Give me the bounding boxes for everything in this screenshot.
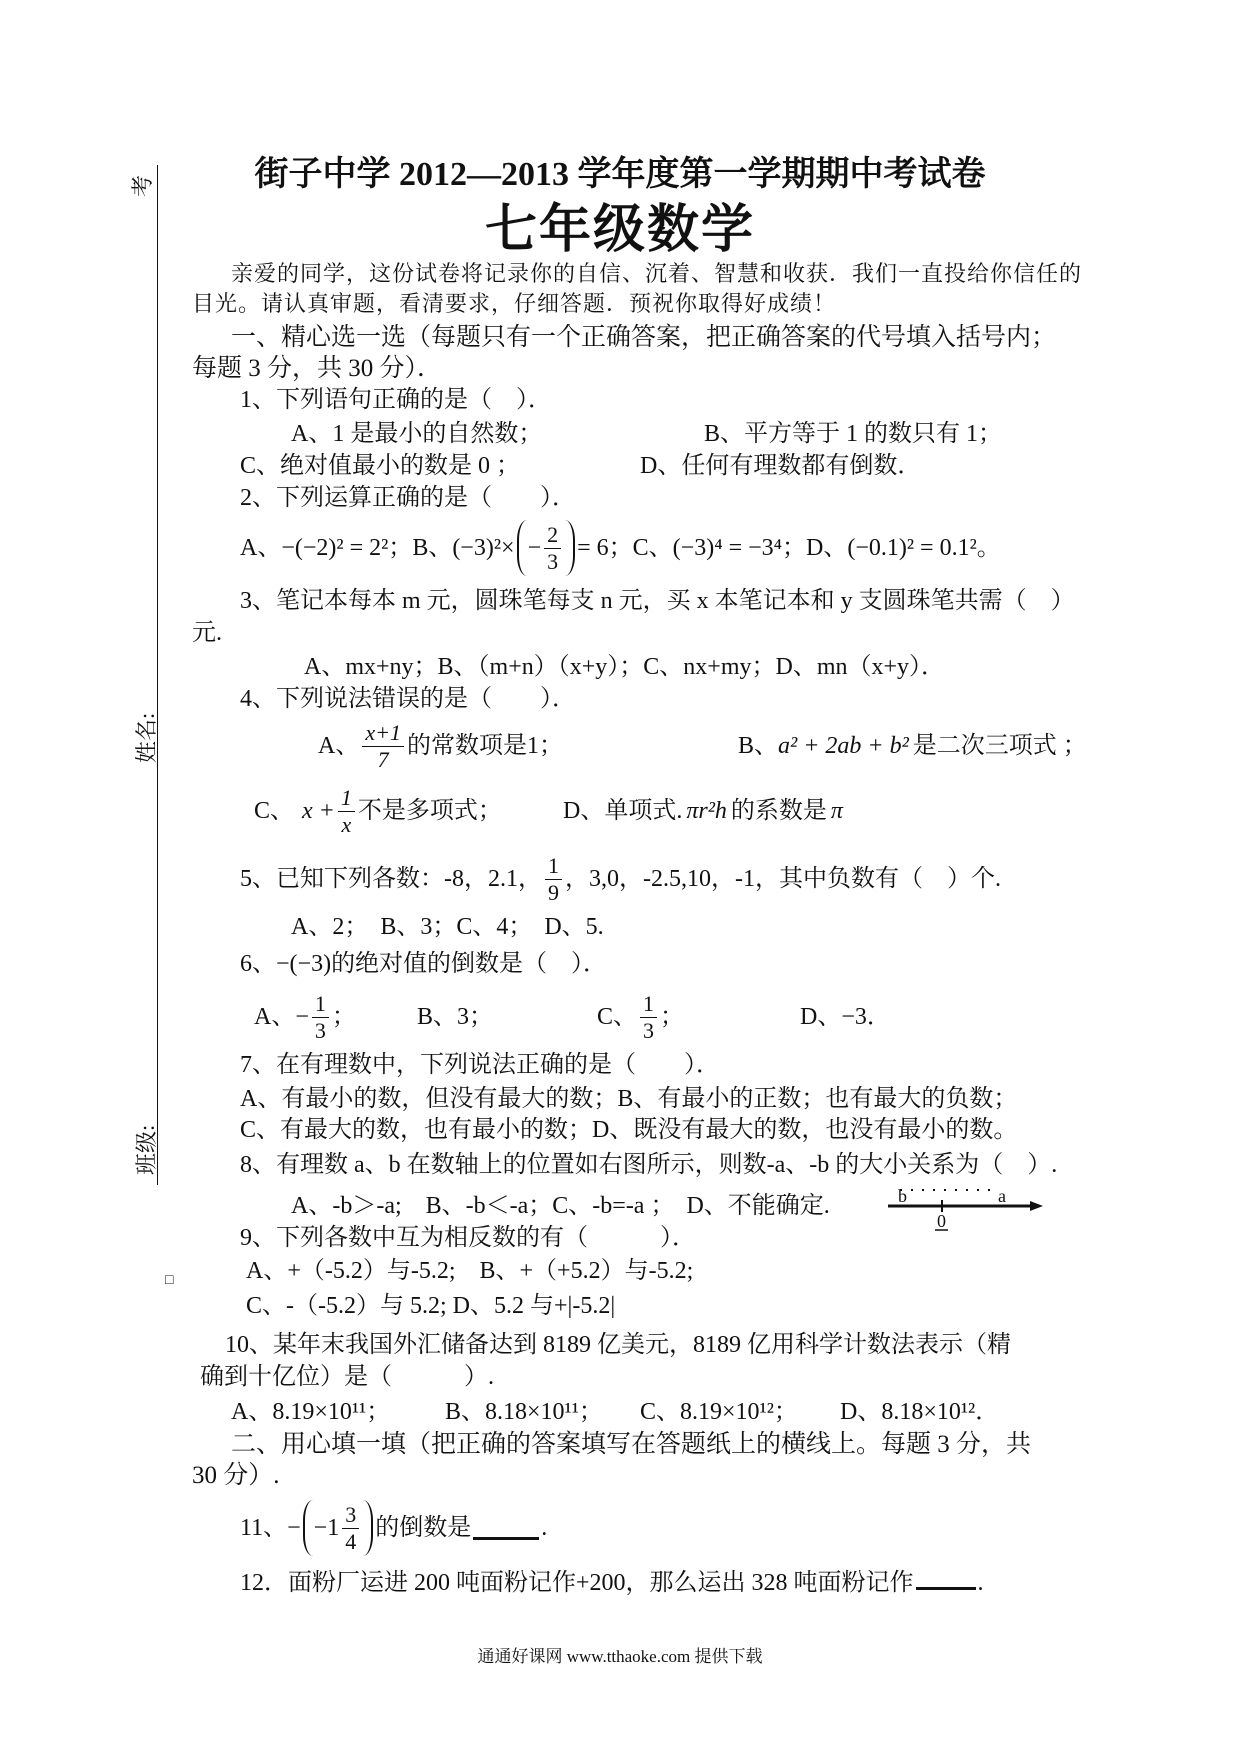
q9-options-ab: A、+（-5.2）与-5.2; B、+（+5.2）与-5.2; bbox=[246, 1258, 694, 1284]
q1-option-d: D、任何有理数都有倒数． bbox=[640, 453, 922, 479]
option-label: A、 bbox=[254, 1004, 296, 1030]
q6-option-c bbox=[597, 987, 684, 1047]
mixed-number-whole: −1 bbox=[313, 1515, 340, 1541]
q8-options: A、-b＞-a; B、-b＜-a；C、-b=-a ； D、不能确定. bbox=[291, 1193, 830, 1219]
q6-stem-prefix: 6、 bbox=[240, 951, 276, 977]
q3-options: A、mx+ny；B、（m+n）（x+y）；C、nx+my；D、mn（x+y）． bbox=[304, 654, 946, 680]
section1-heading-line-1: 一、精心选一选（每题只有一个正确答案，把正确答案的代号填入括号内； bbox=[231, 324, 1057, 351]
intro-line-1: 亲爱的同学，这份试卷将记录你的自信、沉着、智慧和收获．我们一直投给你信任的 bbox=[231, 261, 1083, 286]
footer-source: 通通好课网 www.tthaoke.com 提供下载 bbox=[477, 1647, 763, 1666]
minus-sign: − bbox=[295, 1004, 309, 1030]
option-text: B、3； bbox=[417, 1004, 494, 1030]
q2-option-a: A、−(−2)² = 2²； bbox=[240, 535, 413, 561]
option-text: 的系数是 bbox=[730, 798, 827, 824]
q10-option-d: D、8.18×10¹²． bbox=[840, 1399, 1000, 1425]
fraction-numerator: 2 bbox=[544, 522, 561, 549]
fraction bbox=[545, 853, 562, 906]
number-line-arrow bbox=[1030, 1201, 1043, 1211]
q7-options-cd: C、有最大的数，也有最小的数；D、既没有最大的数，也没有最小的数。 bbox=[240, 1117, 1018, 1143]
fraction-numerator: 1 bbox=[545, 853, 562, 880]
q6-option-a bbox=[254, 987, 356, 1047]
q4-option-a bbox=[318, 716, 563, 776]
fraction-denominator: 3 bbox=[314, 1017, 326, 1043]
q2-options bbox=[240, 518, 1001, 578]
q10-option-b: B、8.18×10¹¹； bbox=[445, 1399, 603, 1425]
big-right-paren bbox=[565, 520, 575, 576]
q2-option-b-prefix: B、(−3)²× bbox=[412, 535, 515, 561]
fraction-numerator: 3 bbox=[342, 1502, 359, 1529]
exam-number-label: 考 bbox=[130, 175, 155, 198]
number-line-figure bbox=[880, 1172, 1045, 1232]
q5-stem bbox=[240, 849, 1001, 909]
q6-stem bbox=[240, 949, 607, 979]
q7-stem: 7、在有理数中，下列说法正确的是（ ）． bbox=[240, 1052, 720, 1078]
fraction-numerator: 1 bbox=[338, 785, 355, 812]
q10-stem-line-2: 确到十亿位）是（ ）. bbox=[200, 1364, 494, 1390]
answer-blank bbox=[473, 1517, 539, 1540]
option-text: 不是多项式； bbox=[357, 798, 502, 824]
option-label: D、单项式. bbox=[563, 798, 683, 824]
q1-option-a: A、1 是最小的自然数； bbox=[291, 421, 543, 447]
q11-suffix: 的倒数是 bbox=[375, 1515, 472, 1541]
q12-stem bbox=[240, 1568, 984, 1598]
fraction bbox=[544, 522, 561, 575]
box-mark: □ bbox=[165, 1273, 174, 1288]
q9-stem: 9、下列各数中互为相反数的有（ ）． bbox=[240, 1225, 696, 1251]
fraction bbox=[640, 991, 657, 1044]
q10-option-c: C、8.19×10¹²； bbox=[640, 1399, 798, 1425]
q4-option-c bbox=[254, 781, 502, 841]
q6-option-d bbox=[800, 987, 891, 1047]
q10-option-a: A、8.19×10¹¹； bbox=[231, 1399, 391, 1425]
q7-options-ab: A、有最小的数，但没有最大的数；B、有最小的正数；也有最大的负数； bbox=[240, 1086, 1018, 1112]
q1-option-c: C、绝对值最小的数是 0 ； bbox=[240, 453, 521, 479]
section1-heading-line-2: 每题 3 分，共 30 分）． bbox=[192, 355, 443, 382]
math-expression: πr²h bbox=[686, 798, 727, 824]
q11-end: . bbox=[541, 1515, 548, 1541]
option-text: D、−3． bbox=[800, 1004, 891, 1030]
class-label: 班级: bbox=[134, 1124, 159, 1176]
answer-blank bbox=[916, 1569, 976, 1590]
q12-text: 12．面粉厂运进 200 吨面粉记作+200，那么运出 328 吨面粉记作 bbox=[240, 1570, 914, 1596]
section2-heading-line-2: 30 分）. bbox=[192, 1462, 280, 1489]
q12-end: . bbox=[977, 1570, 984, 1596]
intro-line-2: 目光。请认真审题，看清要求，仔细答题．预祝你取得好成绩！ bbox=[192, 291, 837, 316]
q2-option-b-suffix: = 6； bbox=[577, 535, 633, 561]
q10-stem-line-1: 10、某年末我国外汇储备达到 8189 亿美元，8189 亿用科学计数法表示（精 bbox=[225, 1332, 1011, 1358]
big-left-paren bbox=[517, 520, 527, 576]
option-text: ； bbox=[331, 1004, 356, 1030]
q2-option-c: C、(−3)⁴ = −3⁴； bbox=[632, 535, 807, 561]
q11-stem bbox=[240, 1498, 547, 1558]
big-right-paren bbox=[363, 1500, 373, 1556]
fraction-numerator: x+1 bbox=[362, 720, 404, 747]
binding-margin-line bbox=[157, 165, 158, 1185]
q2-option-d: D、(−0.1)² = 0.1²。 bbox=[806, 535, 1001, 561]
math-expression: a² + 2ab + b² bbox=[778, 733, 909, 759]
point-b-label: b bbox=[898, 1186, 907, 1206]
q4-stem: 4、下列说法错误的是（ ）． bbox=[240, 686, 576, 712]
fraction-denominator: 4 bbox=[345, 1528, 357, 1554]
q11-prefix: 11、− bbox=[240, 1515, 301, 1541]
fraction-numerator: 1 bbox=[640, 991, 657, 1018]
fraction-denominator: 9 bbox=[548, 879, 559, 905]
q6-stem-suffix: 的绝对值的倒数是（ ）． bbox=[331, 951, 608, 977]
q6-option-b bbox=[417, 987, 493, 1047]
point-a-label: a bbox=[998, 1186, 1006, 1206]
q1-stem: 1、下列语句正确的是（ ）． bbox=[240, 387, 552, 413]
math-symbol: π bbox=[830, 798, 843, 824]
fraction-denominator: 3 bbox=[547, 548, 559, 574]
option-text: 的常数项是1； bbox=[406, 733, 563, 759]
fraction bbox=[312, 991, 329, 1044]
big-left-paren bbox=[303, 1500, 313, 1556]
q4-option-d bbox=[563, 781, 843, 841]
q3-stem: 3、笔记本每本 m 元，圆珠笔每支 n 元，买 x 本笔记本和 y 支圆珠笔共需（ ） bbox=[240, 588, 1075, 614]
option-text: ； bbox=[660, 1004, 685, 1030]
school-exam-title: 街子中学 2012—2013 学年度第一学期期中考试卷 bbox=[254, 156, 986, 193]
option-text: 是二次三项式 ； bbox=[912, 733, 1087, 759]
fraction-denominator: 3 bbox=[643, 1017, 655, 1043]
q5-stem-suffix: ，3,0，-2.5,10，-1，其中负数有（ ）个. bbox=[565, 866, 1001, 892]
fraction-denominator: x bbox=[341, 811, 352, 837]
q8-stem: 8、有理数 a、b 在数轴上的位置如右图所示，则数-a、-b 的大小关系为（ ）. bbox=[240, 1152, 1058, 1178]
option-label: C、 bbox=[597, 1004, 638, 1030]
q3-stem-continued: 元. bbox=[192, 620, 222, 646]
q2-stem: 2、下列运算正确的是（ ）． bbox=[240, 485, 576, 511]
option-label: B、 bbox=[738, 733, 779, 759]
fraction bbox=[362, 720, 404, 773]
q4-option-b bbox=[738, 716, 1087, 776]
q2-option-b-minus: − bbox=[527, 535, 542, 561]
option-label: C、 bbox=[254, 798, 295, 824]
fraction bbox=[338, 785, 355, 838]
math-expression: −(−3) bbox=[276, 951, 332, 977]
q1-option-b: B、平方等于 1 的数只有 1； bbox=[704, 421, 1003, 447]
q5-options: A、2； B、3；C、4； D、5. bbox=[291, 914, 604, 940]
fraction bbox=[342, 1502, 359, 1555]
option-label: A、 bbox=[318, 733, 360, 759]
student-name-label: 姓名: bbox=[134, 712, 159, 764]
section2-heading-line-1: 二、用心填一填（把正确的答案填写在答题纸上的横线上。每题 3 分，共 bbox=[231, 1431, 1032, 1458]
fraction-denominator: 7 bbox=[377, 746, 389, 772]
q5-stem-prefix: 5、已知下列各数：-8，2.1， bbox=[240, 866, 542, 892]
origin-label: 0 bbox=[937, 1211, 946, 1231]
q9-options-cd: C、-（-5.2）与 5.2; D、5.2 与+|-5.2| bbox=[246, 1293, 616, 1319]
subject-title: 七年级数学 bbox=[484, 202, 755, 259]
fraction-numerator: 1 bbox=[312, 991, 329, 1018]
math-expression: x + bbox=[302, 798, 335, 824]
